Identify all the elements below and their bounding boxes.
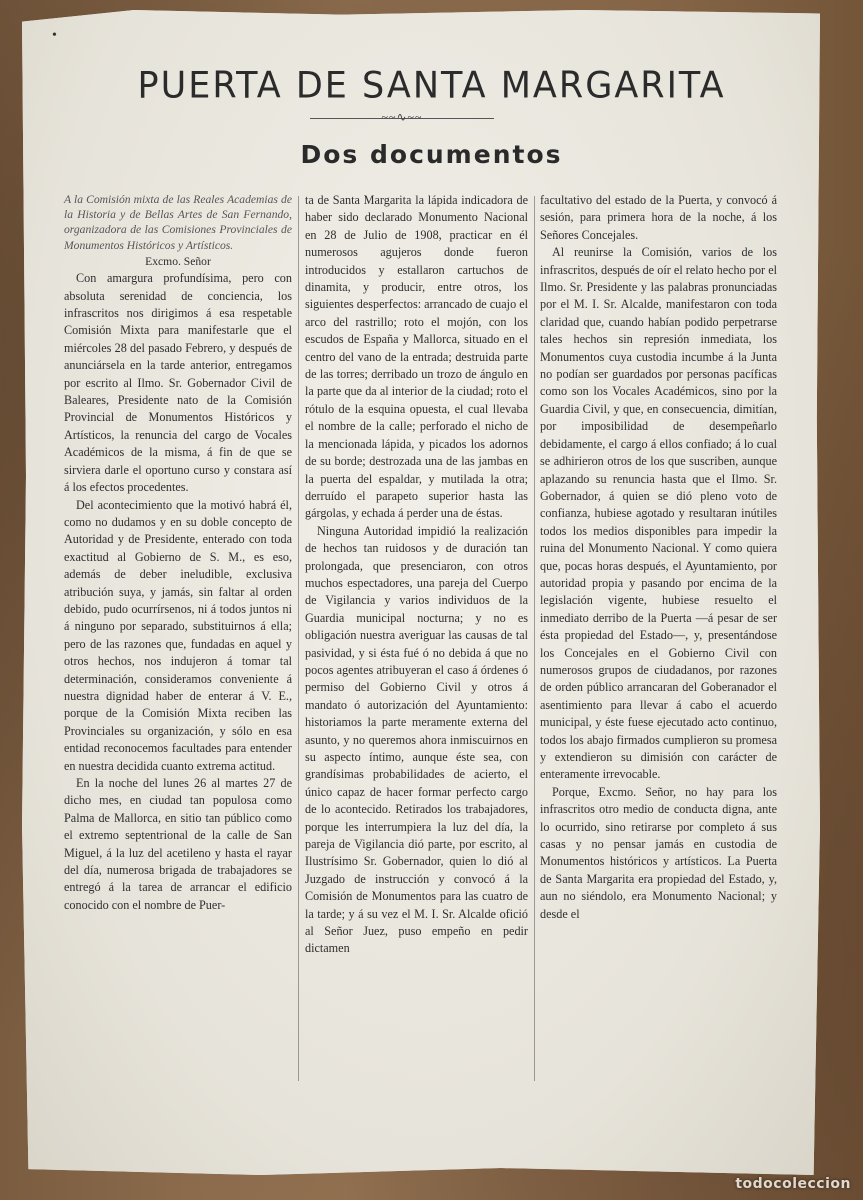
watermark-logo: todocoleccion	[735, 1176, 851, 1192]
paragraph: ta de Santa Margarita la lápida indicadora de haber sido declarado Monumento Nacional en 28 de Julio de 1908, practicar en él numerosos agujeros donde fueron introducidos y estallaron cartuchos de dinamita, y producir, entre otros, los siguientes desperfectos: arrancado de cuajo el arco del rastrillo; roto el mojón, con los escudos de España y Mallorca, situado en el centro del vano de la entrada; destruida parte de las torres; derribado un trozo de ángulo en la parte que da al interior de la ciudad; roto el rótulo de la esquina opuesta, el cual llevaba el nombre de la calle; perforado el nicho de la mencionada lápida, y picados los adornos de su borde; destrozada una de las jambas en la puerta del espaldar, y mutilada la otra; derruído el parapeto superior hasta las gárgolas, y echada á perder una de éstas.	[305, 193, 528, 521]
text-column-3	[540, 192, 777, 923]
paragraph: facultativo del estado de la Puerta, y convocó á sesión, para primera hora de la noche, á los Señores Concejales.	[540, 193, 777, 242]
page-mark: •	[52, 28, 57, 43]
text-column-1	[64, 192, 292, 914]
column-divider	[298, 196, 299, 1081]
paragraph: Al reunirse la Comisión, varios de los infrascritos, después de oír el relato hecho por el Ilmo. Sr. Presidente y las palabras pronunciadas por el M. I. Sr. Alcalde, manifestaron con toda claridad que, cuando habían podido perpetrarse tales hechos sin represión inmediata, los Monumentos cuya custodia incumbe á la Junta no podían ser guardados por personas pacíficas como son los Vocales Académicos, sino por la Guardia Civil, y que, en consecuencia, dimitían, por imposibilidad de desempeñarlo debidamente, el cargo á ellos confiado; á lo cual se adhirieron otros de los que suscriben, aunque aplazando su renuncia hasta que el Ilmo. Sr. Gobernador, á quien se dió pleno voto de confianza, hubiese agotado y resultaran inútiles todos los medios disponibles para impedir la ruina del Monumento Nacional. Y como quiera que, pocas horas después, el Ayuntamiento, por autoridad propia y pasando por encima de la legislación vigente, hubiese resuelto el inmediato derribo de la Puerta —á pesar de ser ésta propiedad del Estado—, y, presentándose los Concejales en el Gobierno Civil con numerosos grupos de ciudadanos, por razones de orden público arrancaran del Goberanador el asentimiento para llevar á cabo el acuerdo municipal, y éste fuese ejecutado acto continuo, todos los abajo firmados cumplieron su promesa y extendieron su dimisión con carácter de enteramente irrevocable.	[540, 245, 777, 782]
paragraph: Porque, Excmo. Señor, no hay para los infrascritos otro medio de conducta digna, ante lo ocurrido, sino retirarse por completo á sus casas y no pensar jamás en custodia de Monumentos históricos y artísticos. La Puerta de Santa Margarita era propiedad del Estado, y, aun no siéndolo, era Monumento Nacional; y desde el	[540, 784, 777, 921]
page-title: PUERTA DE SANTA MARGARITA	[137, 65, 726, 107]
paragraph: En la noche del lunes 26 al martes 27 de dicho mes, en ciudad tan populosa como Palma de Mallorca, en sitio tan público como el extremo septentrional de la calle de San Miguel, á la luz del acetileno y hasta el rayar del día, numerosa brigada de trabajadores se entregó á la tarea de arrancar el edificio conocido con el nombre de Puer-	[64, 776, 292, 912]
paragraph: Ninguna Autoridad impidió la realización de hechos tan ruidosos y de duración tan prolongada, que presenciaron, con otros muchos espectadores, una pareja del Cuerpo de Vigilancia y varios individuos de la Guardia municipal nocturna; y no es obligación nuestra averiguar las causas de tal pasividad, y si ésta fué ó no debida á que no pocos agentes atribuyeran el caso á órdenes ó permiso del Gobierno Civil y otros á mandato ó autorización del Ayuntamiento: historiamos la parte meramente externa del asunto, y no queremos ahora inmiscuirnos en su aspecto íntimo, aunque éste sea, con grandísimas probabilidades de acierto, el único capaz de hacer formar perfecto cargo de lo acontecido. Retirados los trabajadores, porque les interrumpiera la luz del día, la pareja de Vigilancia dió parte, por escrito, al Ilustrísimo Sr. Gobernador, quien lo dió al Juzgado de instrucción y convocó á la Comisión de Monumentos para las cuatro de la tarde; y á su vez el M. I. Sr. Alcalde ofició al Señor Juez, puso empeño en pedir dictamen	[305, 523, 528, 956]
salutation: Excmo. Señor	[145, 254, 211, 268]
addressee: A la Comisión mixta de las Reales Academias de la Historia y de Bellas Artes de San Fernando, organizadora de las Comisiones Provinciales de Monumentos Históricos y Artísticos.	[64, 193, 292, 252]
text-column-2	[305, 192, 528, 958]
paragraph: Del acontecimiento que la motivó habrá él, como no dudamos y en su doble concepto de Autoridad y de Presidente, enterado con toda exactitud al Gobierno de S. M., es eso, además de deber ineludible, exclusiva atribución suya, y jamás, sin faltar al orden debido, pudo ocurrírsenos, ni á todos juntos ni á ninguno por separado, substituirnos á ella; pero de las razones que, fundadas en aquel y otros hechos, nos indujeron á tomar tal determinación, consideramos conveniente á nuestra dignidad haber de enterar á V. E., porque de la Comisión Mixta reciben las Provinciales su organización, y sólo en esa entidad reconocemos facultades para entender en nuestra decidida cuanto extrema actitud.	[64, 497, 292, 773]
paragraph: Con amargura profundísima, pero con absoluta serenidad de conciencia, los infrascritos nos dirigimos á esa respetable Comisión Mixta para manifestarle que el miércoles 28 del pasado Febrero, y después de anunciársela en la tarde anterior, entregamos por escrito al Ilmo. Sr. Gobernador Civil de Baleares, Presidente nato de la Comisión Provincial de Monumentos Históricos y Artísticos, la renuncia del cargo de Vocales Académicos de la misma, á fin de que se sirviera darle el oportuno curso y constara así á los efectos procedentes.	[64, 271, 292, 495]
ornament: ~~∿~~	[381, 110, 423, 124]
column-divider	[534, 196, 535, 1081]
page-subtitle: Dos documentos	[300, 140, 563, 169]
